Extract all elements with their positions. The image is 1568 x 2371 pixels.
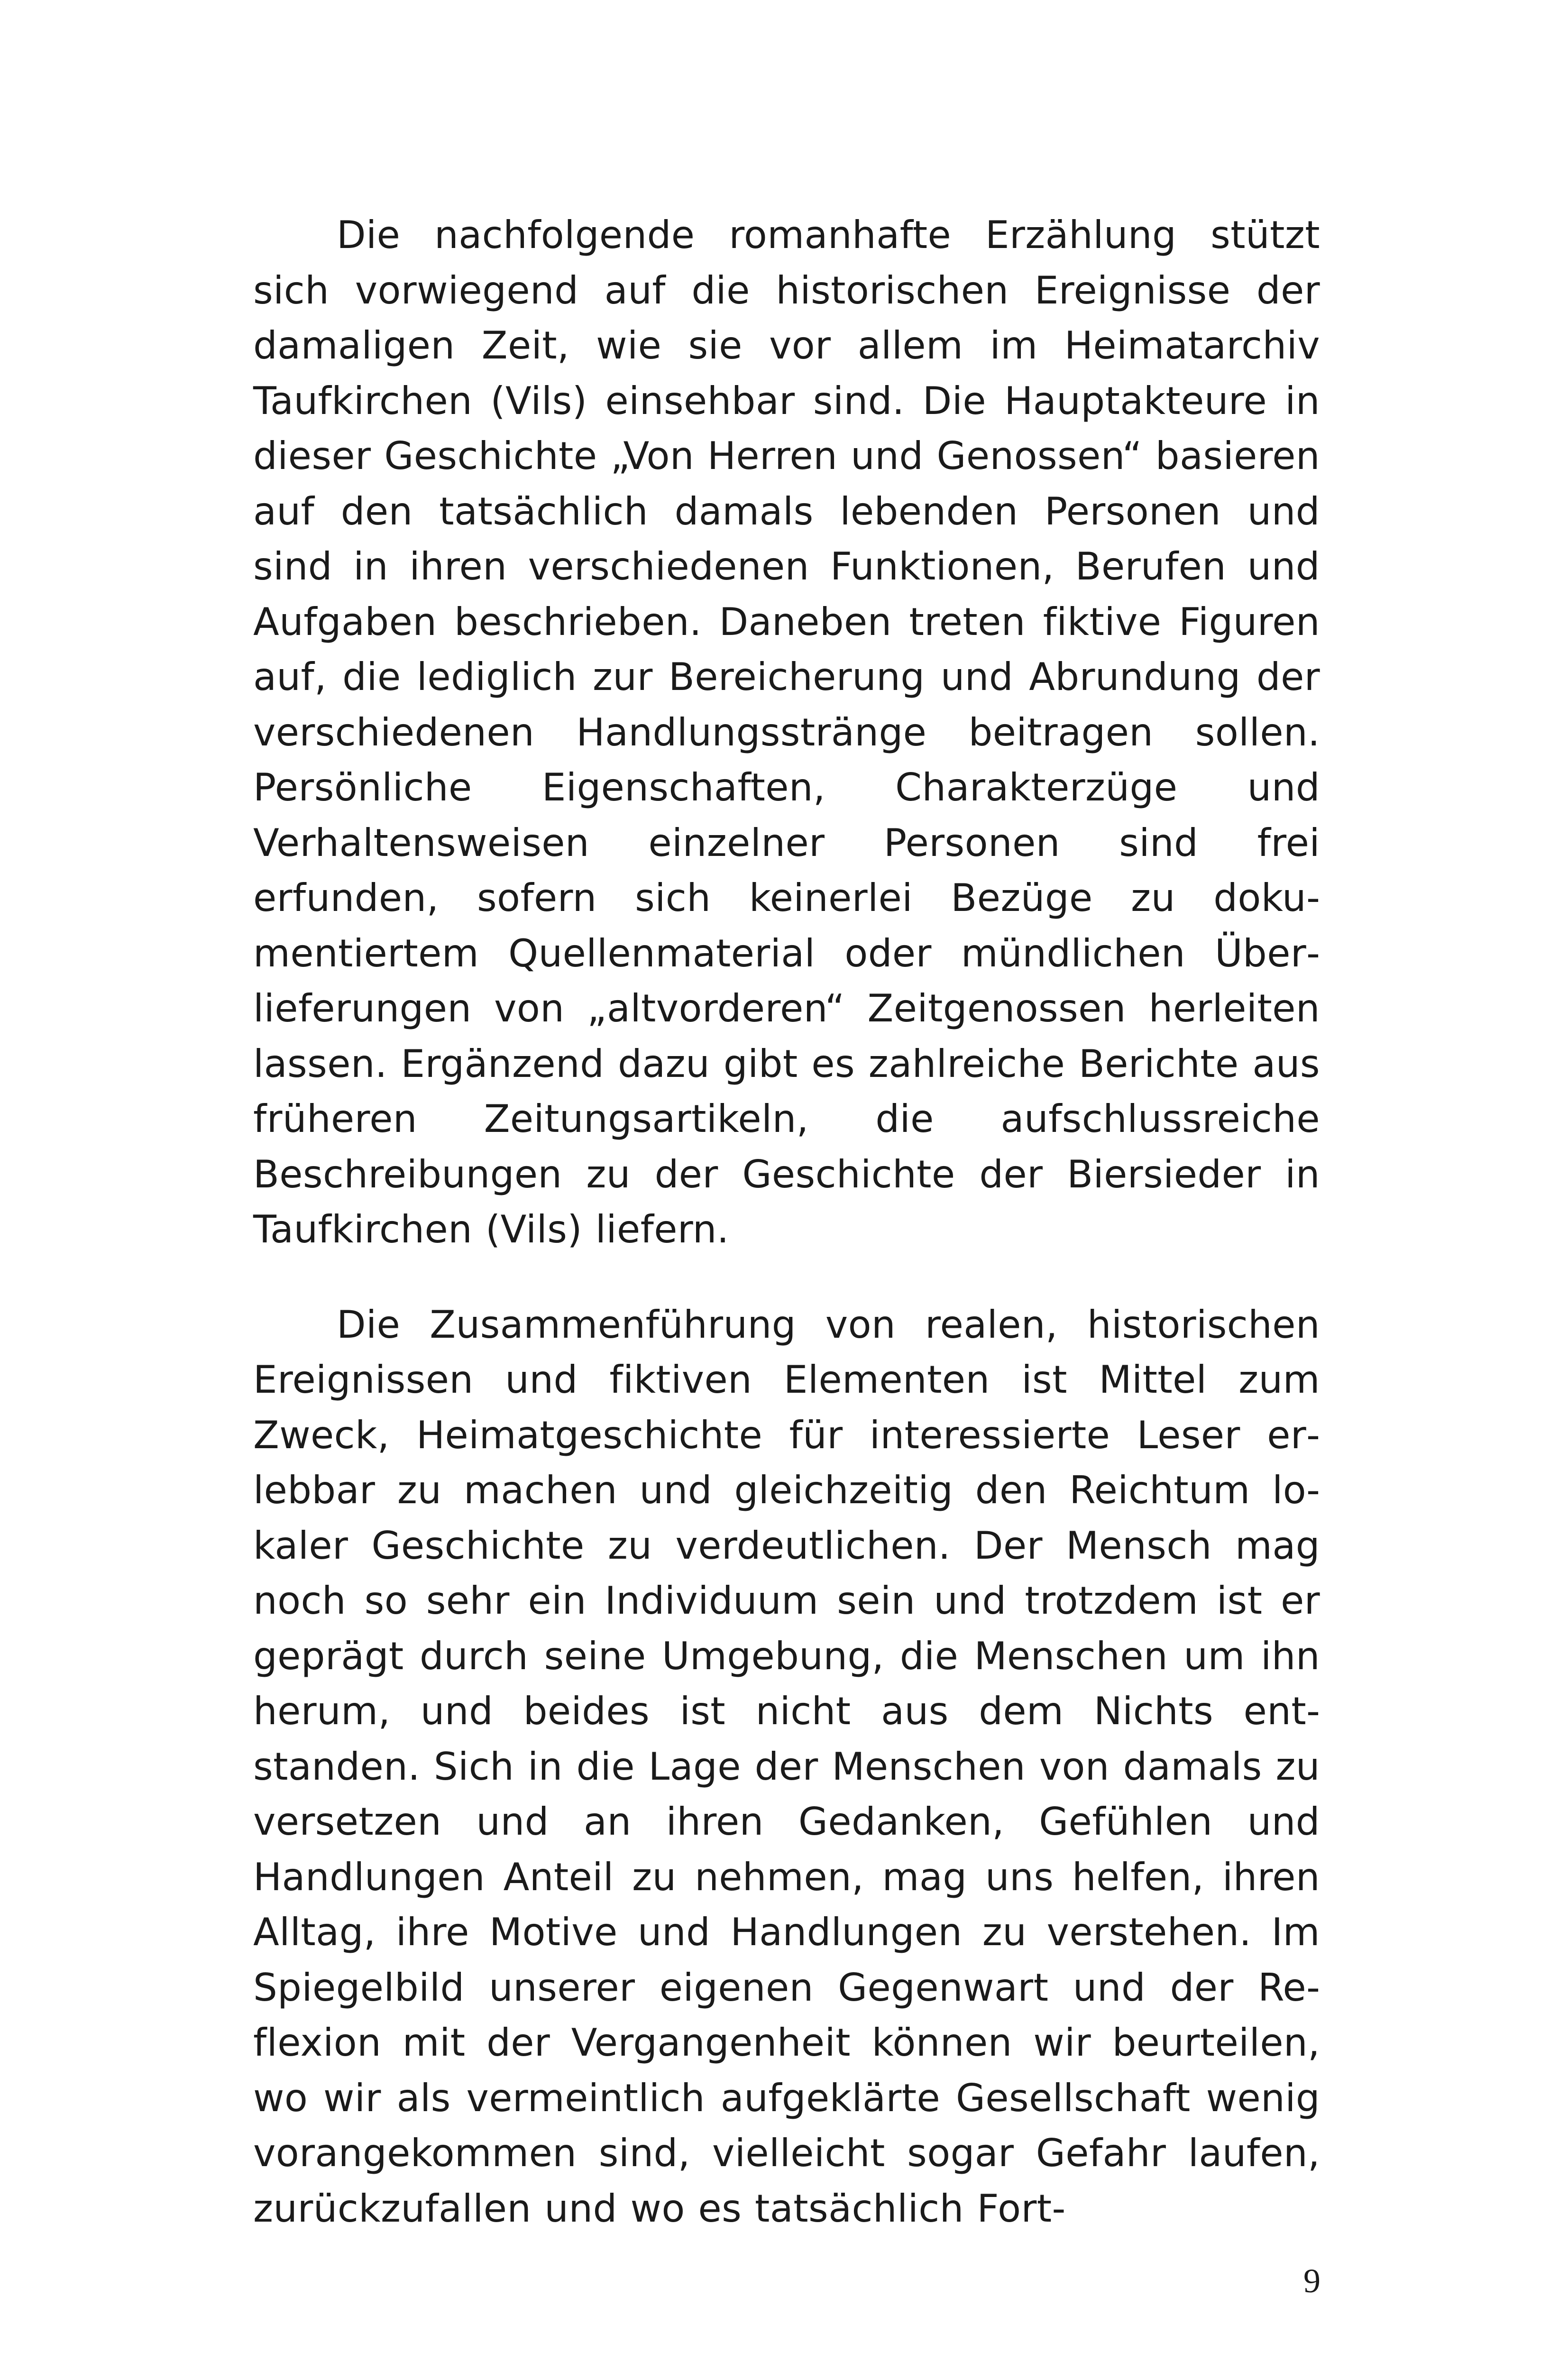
paragraph-1: Die nachfolgende romanhafte Erzählung stützt sich vorwiegend auf die historischen Ereignisse der damaligen Zeit, wie sie vor allem im Heimatarchiv Taufkirchen (Vils) einsehbar sind. Die Hauptakteure in dieser Geschichte „Von Herren und Genossen“ basieren auf den tatsächlich damals lebenden Personen und sind in ihren verschiedenen Funktionen, Berufen und Aufgaben beschrieben. Daneben treten fiktive Figuren auf, die lediglich zur Bereicherung und Abrundung der verschiedenen Handlungsstränge beitragen sollen. Persönliche Eigenschaften, Charakterzüge und Verhaltensweisen einzelner Personen sind frei erfunden, sofern sich keinerlei Bezüge zu dokumentiertem Quellenmaterial oder mündlichen Überlieferungen von „altvorderen“ Zeitgenossen herleiten lassen. Ergänzend dazu gibt es zahlreiche Berichte aus früheren Zeitungsartikeln, die aufschlussreiche Beschreibungen zu der Geschichte der Biersieder in Taufkirchen (Vils) liefern. [253,213,1320,1251]
body-text [253,208,1320,2236]
page-number: 9 [1303,2262,1320,2300]
paragraph-2: Die Zusammenführung von realen, historischen Ereignissen und fiktiven Elementen ist Mittel zum Zweck, Heimatgeschichte für interessierte Leser erlebbar zu machen und gleichzeitig den Reichtum lokaler Geschichte zu verdeutlichen. Der Mensch mag noch so sehr ein Individuum sein und trotzdem ist er geprägt durch seine Umgebung, die Menschen um ihn herum, und beides ist nicht aus dem Nichts entstanden. Sich in die Lage der Menschen von damals zu versetzen und an ihren Gedanken, Gefühlen und Handlungen Anteil zu nehmen, mag uns helfen, ihren Alltag, ihre Motive und Handlungen zu verstehen. Im Spiegelbild unserer eigenen Gegenwart und der Reflexion mit der Vergangenheit können wir beurteilen, wo wir als vermeintlich aufgeklärte Gesellschaft wenig vorangekommen sind, vielleicht sogar Gefahr laufen, zurückzufallen und wo es tatsächlich Fort- [253,1302,1320,2231]
